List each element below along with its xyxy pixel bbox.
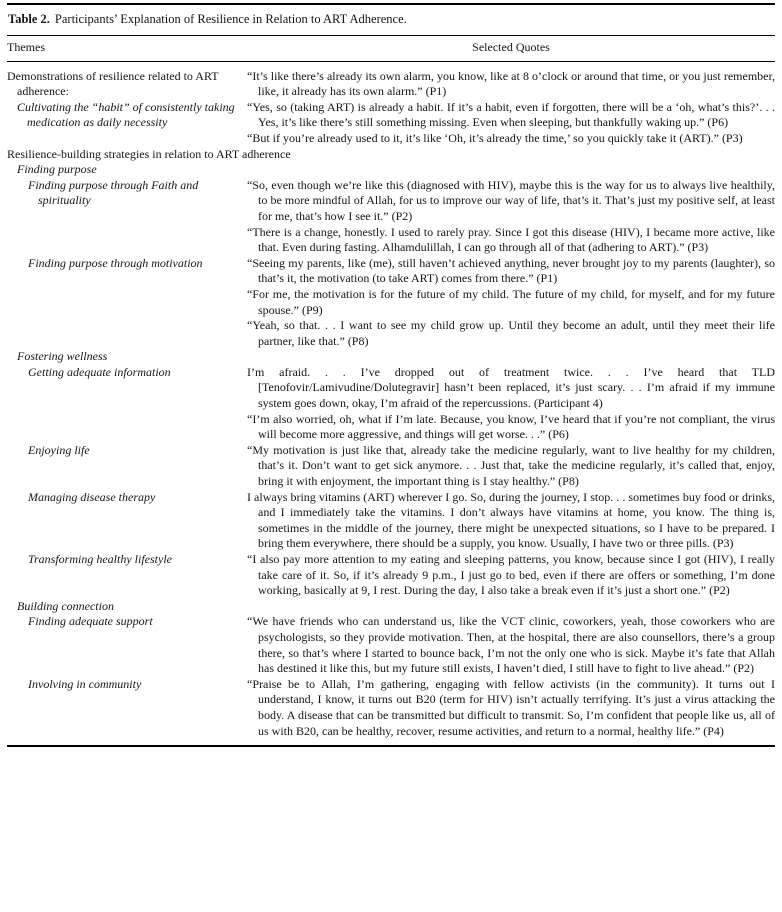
table-row	[7, 349, 775, 365]
table-row	[7, 61, 775, 146]
theme-text: Finding purpose	[17, 162, 97, 177]
theme-cell	[7, 443, 247, 490]
table-row	[7, 677, 775, 746]
theme-cell	[7, 490, 247, 552]
quotes-cell	[247, 443, 775, 490]
resilience-table	[7, 35, 775, 747]
theme-cell	[7, 349, 247, 365]
theme-cell	[7, 256, 247, 350]
table-label: Table 2.	[8, 12, 50, 26]
table-row	[7, 147, 775, 163]
theme-text: Involving in community	[28, 676, 142, 691]
theme-cell	[7, 614, 247, 676]
quote-text: “Yes, so (taking ART) is already a habit. If it’s a habit, even if forgotten, there will be a ‘oh, what’s this?’. . . Yes, it’s like there’s still something missing. Even when sleeping, but thankfully waking up.” (P6)	[247, 99, 775, 130]
theme-text: Resilience-building strategies in relation to ART adherence	[7, 146, 291, 161]
theme-text: Fostering wellness	[17, 349, 108, 364]
table-header	[7, 36, 775, 62]
table-row	[7, 365, 775, 443]
quotes-cell	[247, 614, 775, 676]
quotes-cell	[247, 365, 775, 443]
theme-text: Enjoying life	[28, 442, 90, 457]
table-row	[7, 490, 775, 552]
quotes-cell	[247, 256, 775, 350]
theme-cell	[7, 147, 775, 163]
quote-text: “I also pay more attention to my eating and sleeping patterns, you know, because since I got (HIV), I really take care of it. So, if it’s already 9 p.m., I just go to bed, even if there are offers or something, I’m done working, basically at 9, I rest. During the day, I also take a break even if it’s just a short one.” (P2)	[247, 552, 775, 598]
quote-text: “We have friends who can understand us, like the VCT clinic, coworkers, yeah, those coworkers who are psychologists, so they provide motivation. Then, at the hospital, there are also counsellors, there’s a group there, so that’s where I started to bounce back, I’m not the only one who is sick. Maybe it’s fate that Allah has destined it like this, but my future still exists, I haven’t died, I still have to fight to live ahead.” (P2)	[247, 614, 775, 676]
theme-text: Building connection	[17, 598, 114, 613]
quote-text: “Seeing my parents, like (me), still haven’t achieved anything, never brought joy to my parents (laughter), so that’s it, the motivation (to take ART) comes from there.” (P1)	[247, 255, 775, 286]
table-row	[7, 552, 775, 599]
theme-cell	[7, 599, 247, 615]
table-title: Participants’ Explanation of Resilience in Relation to ART Adherence.	[54, 12, 407, 26]
header-row	[7, 36, 775, 62]
theme-text: Finding purpose through Faith and spirituality	[28, 177, 199, 208]
table-row	[7, 599, 775, 615]
quote-text: I’m afraid. . . I’ve dropped out of treatment twice. . . I’ve heard that TLD [Tenofovir/Lamivudine/Dolutegravir] hasn’t been replaced, it’s just scary. . . I’m afraid if my immune system goes down, okay, I’m afraid of the repercussions. (Participant 4)	[247, 364, 775, 411]
theme-cell	[7, 365, 247, 443]
column-header-themes: Themes	[7, 36, 247, 62]
quote-text: “It’s like there’s already its own alarm, you know, like at 8 o’clock or around that time, or you just remember, like, it already has its own alarm.” (P1)	[247, 68, 775, 99]
theme-text: Finding purpose through motivation	[28, 255, 203, 270]
theme-cell	[7, 61, 247, 146]
quotes-cell	[247, 677, 775, 746]
table-row	[7, 256, 775, 350]
table-row	[7, 162, 775, 178]
theme-text: Demonstrations of resilience related to ART adherence:	[7, 68, 219, 99]
quote-text: “For me, the motivation is for the future of my child. The future of my child, for myself, and for my future spouse.” (P9)	[247, 286, 775, 317]
table-row	[7, 614, 775, 676]
table-row	[7, 178, 775, 256]
theme-text: Managing disease therapy	[28, 489, 156, 504]
quote-text: “Praise be to Allah, I’m gathering, engaging with fellow activists (in the community). It turns out I understand, I know, it turns out B20 (term for HIV) isn’t actually terrifying. It’s just a virus attacking the body. A disease that can be transmitted but difficult to transmit. So, I’m confident that people like us, all of us with B20, can be healthy, recover, resume activities, and return to a normal, healthy life.” (P4)	[247, 676, 775, 738]
table-body	[7, 61, 775, 746]
quotes-cell	[247, 552, 775, 599]
theme-text: Cultivating the “habit” of consistently taking medication as daily necessity	[17, 99, 235, 130]
theme-cell	[7, 552, 247, 599]
theme-text: Getting adequate information	[28, 364, 171, 379]
quotes-cell	[247, 162, 775, 178]
quotes-cell	[247, 178, 775, 256]
column-header-quotes: Selected Quotes	[247, 36, 775, 62]
quotes-cell	[247, 349, 775, 365]
theme-cell	[7, 178, 247, 256]
theme-text: Finding adequate support	[28, 614, 153, 629]
quote-text: “But if you’re already used to it, it’s like ‘Oh, it’s already the time,’ so you quickly take it (ART).” (P3)	[247, 130, 743, 145]
quote-text: “There is a change, honestly. I used to rarely pray. Since I got this disease (HIV), I became more active, like that. Even during fasting. Alhamdulillah, I can go through all of that (adhering to ART).” (P3)	[247, 224, 775, 255]
quotes-cell	[247, 490, 775, 552]
quotes-cell	[247, 61, 775, 146]
quote-text: “Yeah, so that. . . I want to see my child grow up. Until they become an adult, until they meet their life partner, like that.” (P8)	[247, 318, 775, 348]
table-row	[7, 443, 775, 490]
table-caption	[7, 3, 775, 35]
theme-cell	[7, 162, 247, 178]
quote-text: “So, even though we’re like this (diagnosed with HIV), maybe this is the way for us to always live healthily, to be more mindful of Allah, for us to improve our way of life, that’s it. That’s just my positive self, at least for me, that’s how I see it.” (P2)	[247, 177, 775, 223]
theme-cell	[7, 677, 247, 746]
quotes-cell	[247, 599, 775, 615]
quote-text: “I’m also worried, oh, what if I’m late. Because, you know, I’ve heard that if you’re not compliant, the virus will become more aggressive, and things will get worse. . .” (P6)	[247, 411, 775, 442]
quote-text: “My motivation is just like that, already take the medicine regularly, want to live healthy for my children, that’s it. Don’t want to get sick anymore. . . Just that, take the medicine regularly, it’s called that, enjoy, bring it with enjoyment, the important thing is I stay healthy.” (P8)	[247, 442, 775, 489]
quote-text: I always bring vitamins (ART) wherever I go. So, during the journey, I stop. . . sometimes buy food or drinks, and I immediately take the vitamins. I don’t always have vitamins at home, you know. The thing is, sometimes in the middle of the journey, there might be unexpected situations, so I have to be prepared. I bring them everywhere, there should be a supply, you know. Usually, I have two or three pills. (P3)	[247, 489, 775, 551]
theme-text: Transforming healthy lifestyle	[28, 552, 172, 566]
